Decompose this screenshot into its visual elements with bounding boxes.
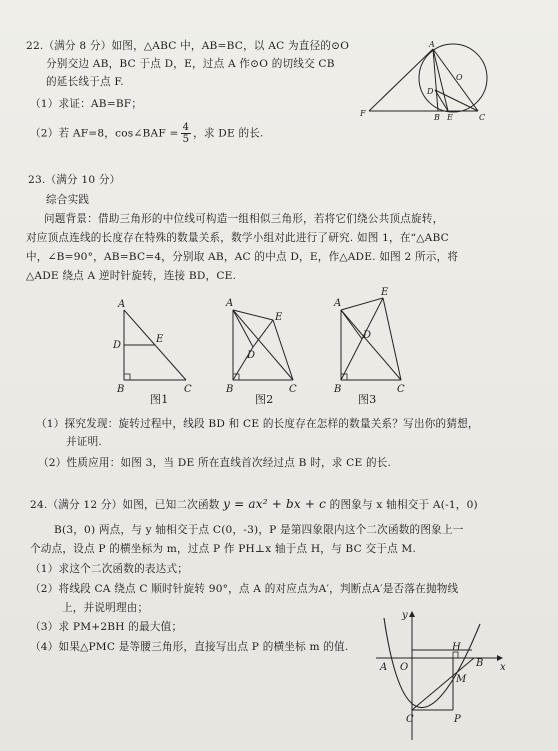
q24-part1: （1）求这个二次函数的表达式； <box>30 563 189 575</box>
label-a: A <box>380 662 388 673</box>
q23-part1b: 并证明. <box>66 436 102 448</box>
fig2-ac <box>233 310 293 380</box>
q23-title: 23.（满分 10 分） <box>28 174 121 186</box>
q22-line1: 22.（满分 8 分）如图，△ABC 中，AB=BC，以 AC 为直径的⊙O <box>26 40 350 52</box>
fig1-label-e: E <box>156 334 164 345</box>
q22-line2: 分别交边 AB，BC 于点 D，E，过点 A 作⊙O 的切线交 CB <box>46 58 335 70</box>
label-o: O <box>400 662 409 673</box>
q23-subtitle: 综合实践 <box>46 194 90 206</box>
fig2-ae <box>233 310 273 320</box>
fig2-label-c: C <box>289 384 297 395</box>
q22-part2 <box>30 122 264 145</box>
label-y: y <box>402 610 408 621</box>
q22-part2-suffix: ，求 DE 的长. <box>193 127 264 140</box>
label-b: B <box>434 113 440 120</box>
label-x: x <box>500 662 506 673</box>
fig3-label-e: E <box>381 287 389 298</box>
fig3-ad <box>341 310 362 339</box>
label-d: D <box>427 87 434 96</box>
q24-formula: y = ax² + bx + c <box>223 497 327 511</box>
fig2-ad <box>233 310 253 347</box>
fig1-label-b: B <box>117 384 125 395</box>
fig3-label-a: A <box>334 298 342 309</box>
q24-part2b: 上，并说明理由； <box>62 602 149 614</box>
label-o: O <box>456 73 463 82</box>
q23-fig1-caption: 图1 <box>150 393 169 406</box>
fig2-label-b: B <box>226 384 234 395</box>
q22-part2-prefix: （2）若 AF=8，cos∠BAF = <box>30 127 179 140</box>
fig2-label-d: D <box>247 350 256 361</box>
q23-fig2-caption: 图2 <box>255 393 274 406</box>
q24-part4: （4）如果△PMC 是等腰三角形，直接写出点 P 的横坐标 m 的值. <box>30 641 349 653</box>
label-e: E <box>447 113 453 120</box>
q24-line3: 个动点，设点 P 的横坐标为 m，过点 P 作 PH⊥x 轴于点 H，与 BC 交于点 M. <box>30 543 417 555</box>
q24-line1 <box>30 497 478 512</box>
q22-fraction <box>181 122 192 145</box>
q24-figure <box>372 604 512 742</box>
q23-paragraph-3: 中，∠B=90°，AB=BC=4，分别取 AB，AC 的中点 D，E，作△ADE. 如图 2 所示，将 <box>26 251 459 263</box>
fig2-label-a: A <box>226 298 234 309</box>
label-c: C <box>479 113 486 120</box>
fig3-label-d: D <box>363 330 372 341</box>
fraction-denominator: 5 <box>182 134 190 145</box>
fig1-right-angle <box>124 374 130 380</box>
label-f: F <box>360 109 366 118</box>
fig3-label-b: B <box>334 384 342 395</box>
q24-line2: B(3，0) 两点，与 y 轴相交于点 C(0，-3)，P 是第四象限内这个二次函数的图象上一 <box>54 524 464 536</box>
segment-fa <box>369 49 433 111</box>
fig3-label-c: C <box>397 384 405 395</box>
q24-part3: （3）求 PM+2BH 的最大值； <box>30 621 183 633</box>
label-m: M <box>456 674 467 685</box>
q24-part2a: （2）将线段 CA 绕点 C 顺时针旋转 90°，点 A 的对应点为A′，判断点A′是否落在抛物线 <box>30 583 459 595</box>
q23-paragraph-4: △ADE 绕点 A 逆时针旋转，连接 BD，CE. <box>26 270 237 282</box>
q23-fig3-caption: 图3 <box>358 393 377 406</box>
q24-line1-prefix: 24.（满分 12 分）如图，已知二次函数 <box>30 499 220 511</box>
q22-part1: （1）求证：AB=BF； <box>30 98 143 110</box>
q23-part1a: （1）探究发现：旋转过程中，线段 BD 和 CE 的长度存在怎样的数量关系？写出你的猜想， <box>36 418 479 430</box>
q23-part2: （2）性质应用：如图 3，当 DE 所在直线首次经过点 B 时，求 CE 的长. <box>38 457 392 469</box>
label-b: B <box>476 658 484 669</box>
fig1-label-c: C <box>184 384 192 395</box>
fig1-label-d: D <box>113 340 122 351</box>
q23-paragraph-2: 对应顶点连线的长度存在特殊的数量关系，数学小组对此进行了研究. 如图 1，在“△ABC <box>26 232 449 244</box>
fig1-label-a: A <box>118 299 126 310</box>
q22-figure <box>355 40 505 120</box>
fraction-numerator: 4 <box>182 122 190 133</box>
parabola <box>384 618 480 708</box>
fig3-ce <box>383 298 401 380</box>
q22-line3: 的延长线于点 F. <box>46 76 124 88</box>
q23-paragraph-1: 问题背景：借助三角形的中位线可构造一组相似三角形，若将它们绕公共顶点旋转， <box>44 213 444 225</box>
fig3-ae <box>341 298 383 310</box>
label-c: C <box>406 714 414 725</box>
circle-o <box>419 44 487 112</box>
label-a: A <box>429 40 435 49</box>
label-h: H <box>452 642 461 653</box>
label-p: P <box>454 714 461 725</box>
q24-line1-suffix: 的图象与 x 轴相交于 A(-1，0) <box>329 499 478 511</box>
fig2-label-e: E <box>275 312 283 323</box>
fig2-ce <box>273 320 293 380</box>
fig2-de <box>253 320 273 347</box>
